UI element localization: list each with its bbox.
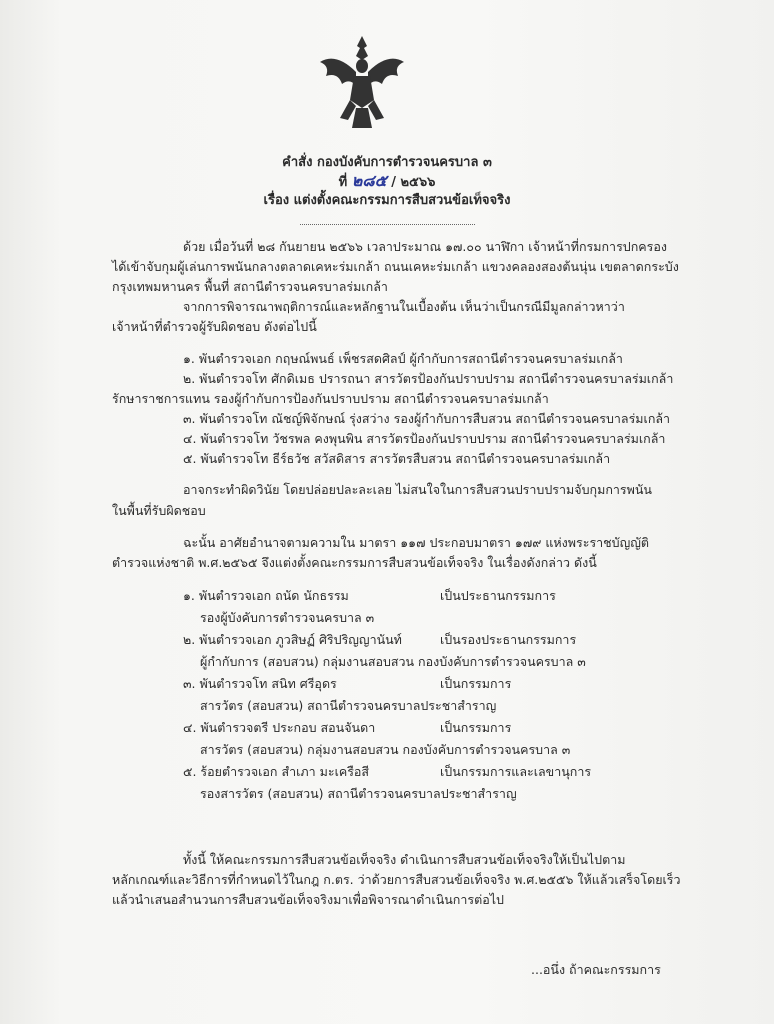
handwritten-number: ๒๘๕: [351, 171, 387, 190]
committee-member-position: รองผู้บังคับการตำรวจนครบาล ๓: [200, 610, 375, 625]
accused-item: ๓. พันตำรวจโท ณัชญ์พิจักษณ์ รุ่งสว่าง รองผู้กำกับการสืบสวน สถานีตำรวจนครบาลร่มเกล้า: [183, 411, 671, 426]
accused-item: ๔. พันตำรวจโท วัชรพล คงพุนพิน สารวัตรป้องกันปราบปราม สถานีตำรวจนครบาลร่มเกล้า: [183, 431, 666, 446]
paragraph-line: กรุงเทพมหานคร พื้นที่ สถานีตำรวจนครบาลร่มเกล้า: [112, 279, 388, 294]
committee-member-position: สารวัตร (สอบสวน) สถานีตำรวจนครบาลประชาสำราญ: [200, 698, 497, 713]
subject: เรื่อง แต่งตั้งคณะกรรมการสืบสวนข้อเท็จจริง: [263, 193, 511, 208]
accused-item: ๑. พันตำรวจเอก กฤษณ์พนธ์ เพ็ชรสดศิลป์ ผู้กำกับการสถานีตำรวจนครบาลร่มเกล้า: [183, 351, 623, 366]
accused-item: ๒. พันตำรวจโท ศักดิเมธ ปรารถนา สารวัตรป้องกันปราบปราม สถานีตำรวจนครบาลร่มเกล้า: [183, 371, 674, 386]
committee-member-role: เป็นประธานกรรมการ: [440, 588, 556, 603]
accused-item: รักษาราชการแทน รองผู้กำกับการป้องกันปราบปราม สถานีตำรวจนครบาลร่มเกล้า: [112, 391, 549, 406]
committee-member-role: เป็นกรรมการ: [440, 676, 512, 691]
paragraph-line: หลักเกณฑ์และวิธีการที่กำหนดไว้ในกฎ ก.ตร. ว่าด้วยการสืบสวนข้อเท็จจริง พ.ศ.๒๕๕๖ ให้แล้วเสร็จโดยเร็ว: [112, 872, 681, 887]
continuation-note: ...อนึ่ง ถ้าคณะกรรมการ: [531, 962, 661, 977]
committee-member-name: ๓. พันตำรวจโท สนิท ศรีอุดร: [183, 676, 337, 691]
divider: [300, 224, 475, 225]
committee-member-name: ๒. พันตำรวจเอก ภูวสิษฏ์ ศิริปริญญานันท์: [183, 632, 402, 647]
committee-member-role: เป็นกรรมการ: [440, 720, 512, 735]
order-number: [0, 172, 774, 192]
order-title: คำสั่ง กองบังคับการตำรวจนครบาล ๓: [282, 155, 492, 170]
paragraph-line: แล้วนำเสนอสำนวนการสืบสวนข้อเท็จจริงมาเพื่อพิจารณาดำเนินการต่อไป: [112, 892, 504, 907]
number-prefix: ที่: [338, 175, 348, 190]
committee-member-role: เป็นกรรมการและเลขานุการ: [440, 764, 592, 779]
committee-member-position: ผู้กำกับการ (สอบสวน) กลุ่มงานสอบสวน กองบังคับการตำรวจนครบาล ๓: [200, 654, 586, 669]
committee-member-position: รองสารวัตร (สอบสวน) สถานีตำรวจนครบาลประชาสำราญ: [200, 786, 517, 801]
paragraph-line: เจ้าหน้าที่ตำรวจผู้รับผิดชอบ ดังต่อไปนี้: [112, 319, 317, 334]
committee-member-position: สารวัตร (สอบสวน) กลุ่มงานสอบสวน กองบังคับการตำรวจนครบาล ๓: [200, 742, 571, 757]
paragraph-line: ได้เข้าจับกุมผู้เล่นการพนันกลางตลาดเคหะร่มเกล้า ถนนเคหะร่มเกล้า แขวงคลองสองต้นนุ่น เขตลาดกระบัง: [112, 259, 679, 274]
paragraph-line: ฉะนั้น อาศัยอำนาจตามความใน มาตรา ๑๑๗ ประกอบมาตรา ๑๗๙ แห่งพระราชบัญญัติ: [183, 535, 650, 550]
accused-item: ๕. พันตำรวจโท ธีร์ธวัช สวัสดิสาร สารวัตรสืบสวน สถานีตำรวจนครบาลร่มเกล้า: [183, 451, 611, 466]
paragraph-line: ทั้งนี้ ให้คณะกรรมการสืบสวนข้อเท็จจริง ดำเนินการสืบสวนข้อเท็จจริงให้เป็นไปตาม: [183, 852, 626, 867]
paragraph-line: ด้วย เมื่อวันที่ ๒๘ กันยายน ๒๕๖๖ เวลาประมาณ ๑๗.๐๐ นาฬิกา เจ้าหน้าที่กรมการปกครอง: [183, 239, 667, 254]
committee-member-name: ๕. ร้อยตำรวจเอก สำเภา มะเครือสี: [183, 764, 370, 779]
number-year: / ๒๕๖๖: [391, 175, 436, 190]
garuda-emblem-icon: [316, 32, 408, 132]
committee-member-role: เป็นรองประธานกรรมการ: [440, 632, 577, 647]
committee-member-name: ๑. พันตำรวจเอก ถนัด นักธรรม: [183, 588, 349, 603]
paragraph-line: ตำรวจแห่งชาติ พ.ศ.๒๕๖๕ จึงแต่งตั้งคณะกรรมการสืบสวนข้อเท็จจริง ในเรื่องดังกล่าว ดังนี้: [112, 555, 597, 570]
committee-member-name: ๔. พันตำรวจตรี ประกอบ สอนจันดา: [183, 720, 376, 735]
paragraph-line: จากการพิจารณาพฤติการณ์และหลักฐานในเบื้องต้น เห็นว่าเป็นกรณีมีมูลกล่าวหาว่า: [183, 299, 625, 314]
paragraph-line: ในพื้นที่รับผิดชอบ: [112, 503, 206, 518]
paragraph-line: อาจกระทำผิดวินัย โดยปล่อยปละละเลย ไม่สนใจในการสืบสวนปราบปรามจับกุมการพนัน: [183, 482, 652, 497]
